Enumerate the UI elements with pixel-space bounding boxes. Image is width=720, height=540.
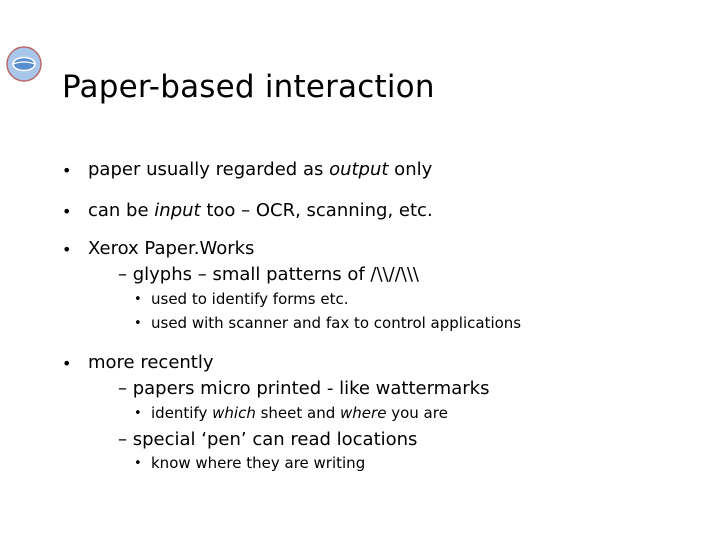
sub-sub-bullet-scanner-fax: used with scanner and fax to control applications — [151, 314, 522, 332]
bullet-marker: • — [134, 456, 142, 471]
sub-bullet-glyphs: – glyphs – small patterns of /\\//\\\ — [118, 264, 419, 285]
bullet-marker: • — [134, 292, 142, 307]
bullet-marker: • — [62, 161, 72, 180]
bullet-marker: • — [134, 406, 142, 421]
bullet-xerox-paperworks: Xerox Paper.Works — [88, 238, 255, 259]
sub-sub-bullet-identify-forms: used to identify forms etc. — [151, 290, 349, 308]
bullet-marker: • — [62, 240, 72, 259]
lips-logo-icon — [6, 46, 42, 82]
slide-title: Paper-based interaction — [62, 69, 435, 105]
bullet-output-only: paper usually regarded as output only — [88, 159, 433, 180]
bullet-marker: • — [62, 354, 72, 373]
bullet-more-recently: more recently — [88, 352, 214, 373]
bullet-input-too: can be input too – OCR, scanning, etc. — [88, 200, 433, 221]
bullet-marker: • — [62, 202, 72, 221]
sub-bullet-micro-printed: – papers micro printed - like wattermarks — [118, 378, 490, 399]
sub-sub-bullet-know-where: know where they are writing — [151, 454, 366, 472]
bullet-marker: • — [134, 316, 142, 331]
sub-bullet-special-pen: – special ‘pen’ can read locations — [118, 429, 418, 450]
sub-sub-bullet-identify-sheet: identify which sheet and where you are — [151, 404, 448, 422]
